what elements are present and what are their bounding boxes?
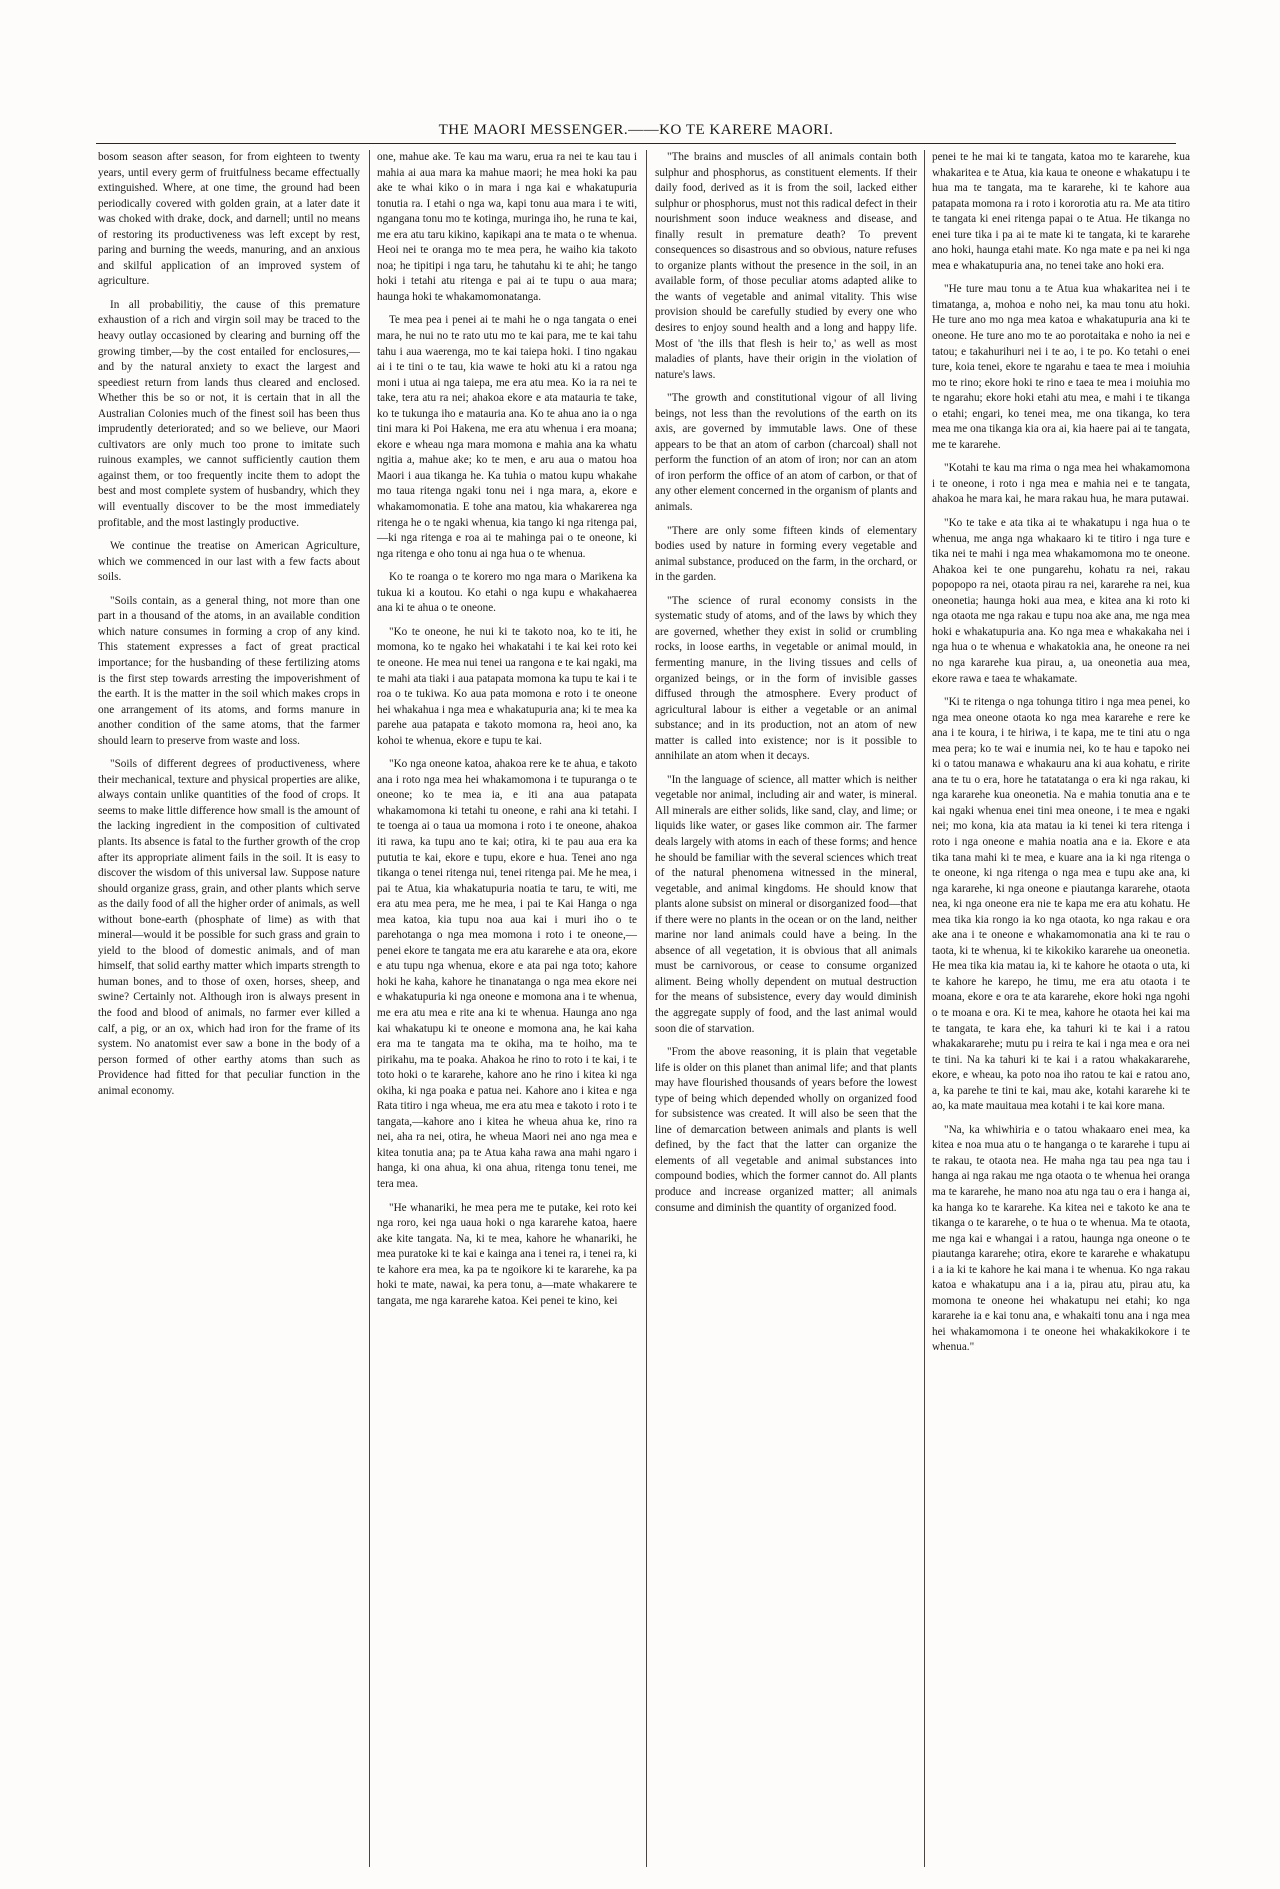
- paragraph: one, mahue ake. Te kau ma waru, erua ra nei te kau tau i mahia ai aua mara ka mahue maori; he mea hoki ka pau ake te whai kiko o in mara i nga kai e whakatupuria tonutia ra. I etahi o nga wa, kapi tonu aua mara i te witi, ngangana tonu mo te kotinga, muringa iho, he runa te kai, me era atu taru kikino, kapikapi ana te mata o te whenua. Heoi nei te oranga mo te mea pera, he waiho kia takoto noa; he tipitipi i nga taru, he tahutahu ki te ahi; he tango hoki i tetahi atu ritenga e pai ai te tupu o aua mara; haunga hoki te whakamomonatanga.: [377, 151, 637, 303]
- paragraph: "Ko nga oneone katoa, ahakoa rere ke te ahua, e takoto ana i roto nga mea hei whakamomona i te tupuranga o te oneone; ko te mea ia, e iti ana aua patapata whakamomona ki tetahi tu oneone, e rahi ana ki tetahi. I te toenga ai o taua ua momona i roto i te oneone, ahakoa iti rawa, ka tupu ano te kai; otira, ki te pau aua era ka pututia te kai, ekore e tupu, ekore e hua. Tenei ano nga tikanga o tenei ritenga nui, tenei ritenga pai. Me he mea, i pai te Atua, kia whakatupuria noatia te taru, te witi, me era atu mea pera, me he mea, i pai te Kai Hanga o nga mea katoa, kia tupu noa aua kai i muri iho o te parehotanga o nga mea momona i roto i te oneone,—penei ekore te tangata me era atu kararehe e ata ora, ekore e atu tupu nga whenua, ekore e ata pai nga toto; kahore hoki he kaha, kahore he tinanatanga o nga mea ekore nei e whakatupuria ki nga oneone e momona ana i te whenua, me era atu mea e rite ana ki te whenua. Haunga ano nga kai whakatupu ki te oneone e momona ana, he kai kaha era ma te tangata ma te okiha, ma te hoiho, ma te pirikahu, ma te poaka. Ahakoa he rino to roto i te kai, i te toto hoki o te kararehe, kahore ano he rino i kitea ki nga okiha, ki nga poaka e patua nei. Kahore ano i kitea e nga Rata titiro i nga wheua, me era atu mea e takoto i roto i te tangata,—kahore ano i kitea he wheua ahua ke, rino ra nei, aha ra nei, otira, he wheua Maori nei ano nga mea e kitea tonutia ana; pa te Atua kaha rawa ana mahi ngaro i hanga, ki ona ahua, ki ona ahua, ritenga tonu tenei, me tera mea.: [377, 758, 637, 1190]
- paragraph: "Ko te take e ata tika ai te whakatupu i nga hua o te whenua, me anga nga whakaaro ki te titiro i nga ture e tika nei te mahi i nga mea whakamomona mo te oneone. Ahakoa kei te one pungarehu, kohatu ra nei, rakau popopopo ra nei, otaota pirau ra nei, kararehe ra nei, kua oneonetia; haunga hoki aua mea, e kitea ana ki roto ki nga otaota me nga rakau e tupu noa ake ana, me nga mea hoki e whakatupuria ana. Ko nga mea e whakakaha nei i nga hua o te whenua e whakatokia ana, he oneone ra nei no nga kararehe kua pirau, a, ua oneonetia aua mea, ekore rawa e taea te whakamate.: [932, 517, 1190, 685]
- paragraph: Ko te roanga o te korero mo nga mara o Marikena ka tukua ki a koutou. Ko etahi o nga kupu e whakahaerea ana ki te ahua o te oneone.: [377, 571, 637, 615]
- paragraph: "There are only some fifteen kinds of elementary bodies used by nature in forming every vegetable and animal substance, produced on the farm, in the orchard, or in the garden.: [655, 524, 917, 584]
- column-divider: [369, 150, 370, 1867]
- column-divider: [646, 150, 647, 1867]
- paragraph: "Soils of different degrees of productiveness, where their mechanical, texture and physical properties are alike, always contain unlike quantities of the food of crops. It seems to make little difference how small is the amount of the lacking ingredient in the composition of cultivated plants. Its absence is fatal to the further growth of the crop after its appropriate aliment fails in the soil. It is easy to discover the wisdom of this universal law. Suppose nature should organize grass, grain, and other plants which serve as the daily food of all the higher order of animals, as well without bone-earth (phosphate of lime) as with that mineral—would it be possible for such grass and grain to yield to the blood of domestic animals, and of man himself, that solid earthy matter which imparts strength to human bones, and to those of oxen, horses, sheep, and swine? Certainly not. Although iron is always present in the food and blood of animals, no farmer ever killed a calf, a pig, or an ox, which had iron for the frame of its system. No anatomist ever saw a bone in the body of a person formed of other earthy atoms than such as Providence had fitted for that peculiar function in the animal economy.: [98, 758, 360, 1097]
- paragraph: "The brains and muscles of all animals contain both sulphur and phosphorus, as constituent elements. If their daily food, derived as it is from the soil, lacked either sulphur or phosphorus, must not this radical defect in their nourishment soon induce weakness and disease, and finally result in premature death? To prevent consequences so disastrous and so obvious, nature refuses to organize plants without the presence in the soil, in an available form, of those peculiar atoms adapted alike to the wants of vegetable and animal vitality. This wise provision should be carefully studied by every one who desires to enjoy sound health and a long and happy life. Most of 'the ills that flesh is heir to,' as well as most maladies of plants, have their origin in the violation of nature's laws.: [655, 151, 917, 381]
- paragraph: "The science of rural economy consists in the systematic study of atoms, and of the laws by which they are governed, whether they exist in solid or crumbling rocks, in loose earths, in vegetable or animal mould, in fermenting manure, in the living tissues and cells of organized beings, or in the form of invisible gasses diffused through the atmosphere. Every product of agricultural labour is either a vegetable or an animal substance; and in its production, not an atom of new matter is called into existence; nor is it possible to annihilate an atom when it decays.: [655, 594, 917, 763]
- page-header: THE MAORI MESSENGER.——KO TE KARERE MAORI.: [438, 122, 834, 138]
- header-rule: [96, 143, 1176, 144]
- paragraph: "He ture mau tonu a te Atua kua whakaritea nei i te timatanga, a, mohoa e noho nei, ka mau tonu atu hoki. He ture ano mo nga mea katoa e whakatupuria ana ki te oneone. He ture ano mo te ao porotaitaka e noho ia nei e tatou; e takahurihuri nei i te ao, i te po. Ko tetahi o enei ture, koia tenei, ekore te ngarahu e taea te mea i moiuhia mo te rino; ekore hoki te rino e taea te mea i moiuhia mo te ngarahu; ekore hoki etahi atu mea, e mahi i te tikanga o etahi; engari, ko tenei mea, me ona tikanga, ko tera mea me ona tikanga kia ora ai, kia haere pai ai te tangata, me te kararehe.: [932, 283, 1190, 451]
- paragraph: In all probabilitiy, the cause of this premature exhaustion of a rich and virgin soil may be traced to the heavy outlay occasioned by clearing and burning off the growing timber,—by the cost entailed for enclosures,—and by the natural anxiety to exact the largest and speediest return from lands thus cleared and enclosed. Whether this be so or not, it is certain that in all the Australian Colonies much of the finest soil has been thus imprudently deteriorated; and so we believe, our Maori cultivators are only much too prone to imitate such ruinous examples, we cannot sufficiently caution them against them, or too frequently incite them to adopt the best and most complete system of husbandry, which they will eventually discover to be the most immediately profitable, and the most lastingly productive.: [98, 298, 360, 529]
- paragraph: "Kotahi te kau ma rima o nga mea hei whakamomona i te oneone, i roto i nga mea e mahia nei e te tangata, ahakoa he mara kai, he mara rakau hua, he mara putawai.: [932, 462, 1190, 506]
- paragraph: We continue the treatise on American Agriculture, which we commenced in our last with a few facts about soils.: [98, 540, 360, 584]
- column-1: [98, 150, 360, 1107]
- paragraph: "In the language of science, all matter which is neither vegetable nor animal, including air and water, is mineral. All minerals are either solids, like sand, clay, and lime; or liquids like water, or gases like common air. The farmer deals largely with atoms in each of these forms; and hence he should be familiar with the several sciences which treat of the natural phenomena witnessed in the mineral, vegetable, and animal kingdoms. He should know that plants alone subsist on mineral or disorganized food—that if there were no plants in the ocean or on the land, neither marine nor land animals could have a being. In the absence of all vegetation, it is obvious that all animals must be carnivorous, or cease to consume organized aliment. Being wholly dependent on mutual destruction for the means of subsistence, every day would diminish the aggregate supply of food, and the last animal would soon die of starvation.: [655, 773, 917, 1035]
- paragraph: "Ko te oneone, he nui ki te takoto noa, ko te iti, he momona, ko te ngako hei whakatahi i te kai kei roto kei te oneone. He mea nui tenei ua rangona e te kai ngaki, ma te mahi ata tiaki i aua patapata momona ka tupu te kai i te roa o te tukiwa. Ko aua pata momona e roto i te oneone hei whakahua i nga mea e whakatupuria ana; ki te mea ka parehe aua patapata e takoto momona ra, heoi ano, ka kohoi te whenua, ekore e tupu te kai.: [377, 625, 637, 747]
- paragraph: "Na, ka whiwhiria e o tatou whakaaro enei mea, ka kitea e noa mua atu o te hanganga o te kararehe i tupu ai te rakau, te otaota nea. He maha nga tau pea nga tau i hanga ai nga rakau me nga otaota o te whenua hei oranga ma te kararehe, he mano noa atu nga tau o era i hanga ai, ka hanga ko te kararehe. Ka kitea nei e takoto ke ana te tikanga o te kararehe, o te hua o te whenua. Ma te otaota, me nga kai e whangai i a ratou, haunga nga oneone o te piautanga kararehe; otira, ekore te kararehe e whakatupu i a ia ki te kahore he kai mana i te whenua. Ko nga rakau katoa e whakatupu ana i a ia, pirau atu, pirau atu, ka momona te oneone hei whakatupu nei etahi; ko nga kararehe ia e kai tonu ana, e whakaiti tonu ana i nga mea hei whakamomona i te oneone hei whakakikokore i te whenua.": [932, 1123, 1190, 1354]
- paragraph: "He whanariki, he mea pera me te putake, kei roto kei nga roro, kei nga uaua hoki o nga kararehe katoa, haere ake kite tangata. Na, ki te mea, kahore he whanariki, he mea puratoke ki te kai e kainga ana i tenei ra, i tenei ra, ki te kahore era mea, ka pa te ngoikore ki te kararehe, ka pa hoki te mate, nawai, ka pera tonu, a—mate whakarere te tangata, me nga kararehe katoa. Kei penei te kino, kei: [377, 1201, 637, 1307]
- column-4: [932, 150, 1190, 1364]
- paragraph: bosom season after season, for from eighteen to twenty years, until every germ of fruitfulness became effectually extinguished. Where, at one time, the ground had been periodically covered with golden grain, at a later date it was choked with drake, dock, and darnell; until no means of restoring its productiveness was left except by rest, paring and burning the weeds, manuring, and an anxious and skilful application of an improved system of agriculture.: [98, 151, 360, 288]
- column-3: [655, 150, 917, 1224]
- paragraph: "From the above reasoning, it is plain that vegetable life is older on this planet than animal life; and that plants may have flourished thousands of years before the lowest type of being which depended wholly on organized food for subsistence was created. It will also be seen that the line of demarcation between animals and plants is well defined, by the fact that the latter can organize the elements of all vegetable and animal substances into compound bodies, which the former cannot do. All plants produce and increase organized matter; all animals consume and diminish the quantity of organized food.: [655, 1046, 917, 1214]
- paragraph: Te mea pea i penei ai te mahi he o nga tangata o enei mara, he nui no te rato utu mo te kai para, me te kai tahu tahu i aua waerenga, mo te kai taiepa hoki. I tino ngakau ai i te tini o te tau, kia wawe te hoki atu ki a ratou nga moni i utua ai nga taiepa, me era atu mea. Ko ia ra nei te take, tera atu ra nei; ahakoa ekore e ata matauria te take, ko te tukunga iho e matauria ana. Ko te ahua ano ia o nga tini mara ki Poi Hakena, me era atu whenua i era moana; ekore e wheau nga mara momona e mahia ana ka whatu ngitia a, mahue ake; ko te men, e aru aua o matou hoa Maori i aua tikanga he. Ka tuhia o matou kupu whakahe mo taua ritenga ngaki tonu nei i nga mara, a, ekore e whakamomonatia. E tohe ana matou, kia whakarerea nga ritenga he o te ngaki whenua, kia tango ki nga ritenga pai,—ki nga ritenga e roa ai te mahinga pai o te oneone, ki nga ritenga e oho tonu ai nga hua o te whenua.: [377, 314, 637, 560]
- column-2: [377, 150, 637, 1317]
- paragraph: "Ki te ritenga o nga tohunga titiro i nga mea penei, ko nga mea oneone otaota ko nga mea kararehe e rere ke ana i te koura, i te hiriwa, i te kapa, me te tini atu o nga mea pera; ko te wai e inumia nei, ko te hau e tapoko nei ki o tatou manawa e whakauru ana ki aua kohatu, e ririte ana te tu o era, hore he tatatatanga o era ki nga rakau, ki nga kararehe kua oneonetia. Na e mahia tonutia ana e te kai ngaki whenua enei tini mea oneone, i te mea e ngaki nei; mo kona, kia ata matau ia ki tenei ki tera ritenga i roto i nga oneone e mahia noatia ana e ia. Ekore e ata tika tana mahi ki te mea, e kuare ana ia ki nga ritenga o te oneone, ki nga ritenga o nga mea e tupu ake ana, ki nga kararehe, ki nga oneone e piautanga kararehe, otaota nea, ki nga oneone era nie te kapa me era atu kohatu. He mea tika kia rongo ia ko nga otaota, ko nga rakau e ora ake ana i te oneone e whakamomonatia ana ki te rau o taota, ki te whenua, ki te kikokiko kararehe ua oneonetia. He mea tika kia matau ia, ki te kahore he otaota o uta, ki te kahore he karepo, he timu, me era atu otaota i te moana, ekore e ora te ata kararehe, ekore hoki nga ngohi o te moana e ora. Ki te mea, kahore he otaota hei kai ma te tangata, te kara ehe, ka tahuri ki te kai i a ratou whakakararehe; mutu pu i reira te kai i nga mea e ora nei te tini. Na ka tahuri ki te kai i a ratou whakakararehe, ekore, e wheau, ka poto noa iho ratou te kai e ratou ano, a, ka parehe te tini te kai, mau ake, kotahi kararehe ki te ao, ka mate mauitaua mea kotahi i te kai kore mana.: [932, 696, 1190, 1113]
- paragraph: "The growth and constitutional vigour of all living beings, not less than the revolutions of the earth on its axis, are governed by immutable laws. One of these appears to be that an atom of carbon (charcoal) shall not perform the function of an atom of iron; nor can an atom of iron perform the office of an atom of carbon, or that of any other element concerned in the organism of plants and animals.: [655, 392, 917, 514]
- paragraph: "Soils contain, as a general thing, not more than one part in a thousand of the atoms, in an available condition which nature consumes in forming a crop of any kind. This statement expresses a fact of great practical importance; for the husbanding of these fertilizing atoms is the first step towards arresting the impoverishment of the earth. It is the matter in the soil which makes crops in one arrangement of its atoms, and forms manure in another condition of the same atoms, that the farmer should learn to preserve from waste and loss.: [98, 594, 360, 747]
- column-divider: [924, 150, 925, 1867]
- paragraph: penei te he mai ki te tangata, katoa mo te kararehe, kua whakaritea e te Atua, kia kaua te oneone e whakatupu i te hua ma te tangata, ma te kararehe, ki te kahore aua patapata momona ra i roto i kororotia atu ra. Me ata titiro te tangata ki enei ritenga papai o te Atua. He tikanga no enei ture tika i pa ai te mate ki te tangata, ki te kararehe ano hoki, haunga etahi mate. Ko nga mate e pa nei ki nga mea e whakatupuria ana, no tenei take ano hoki era.: [932, 151, 1190, 272]
